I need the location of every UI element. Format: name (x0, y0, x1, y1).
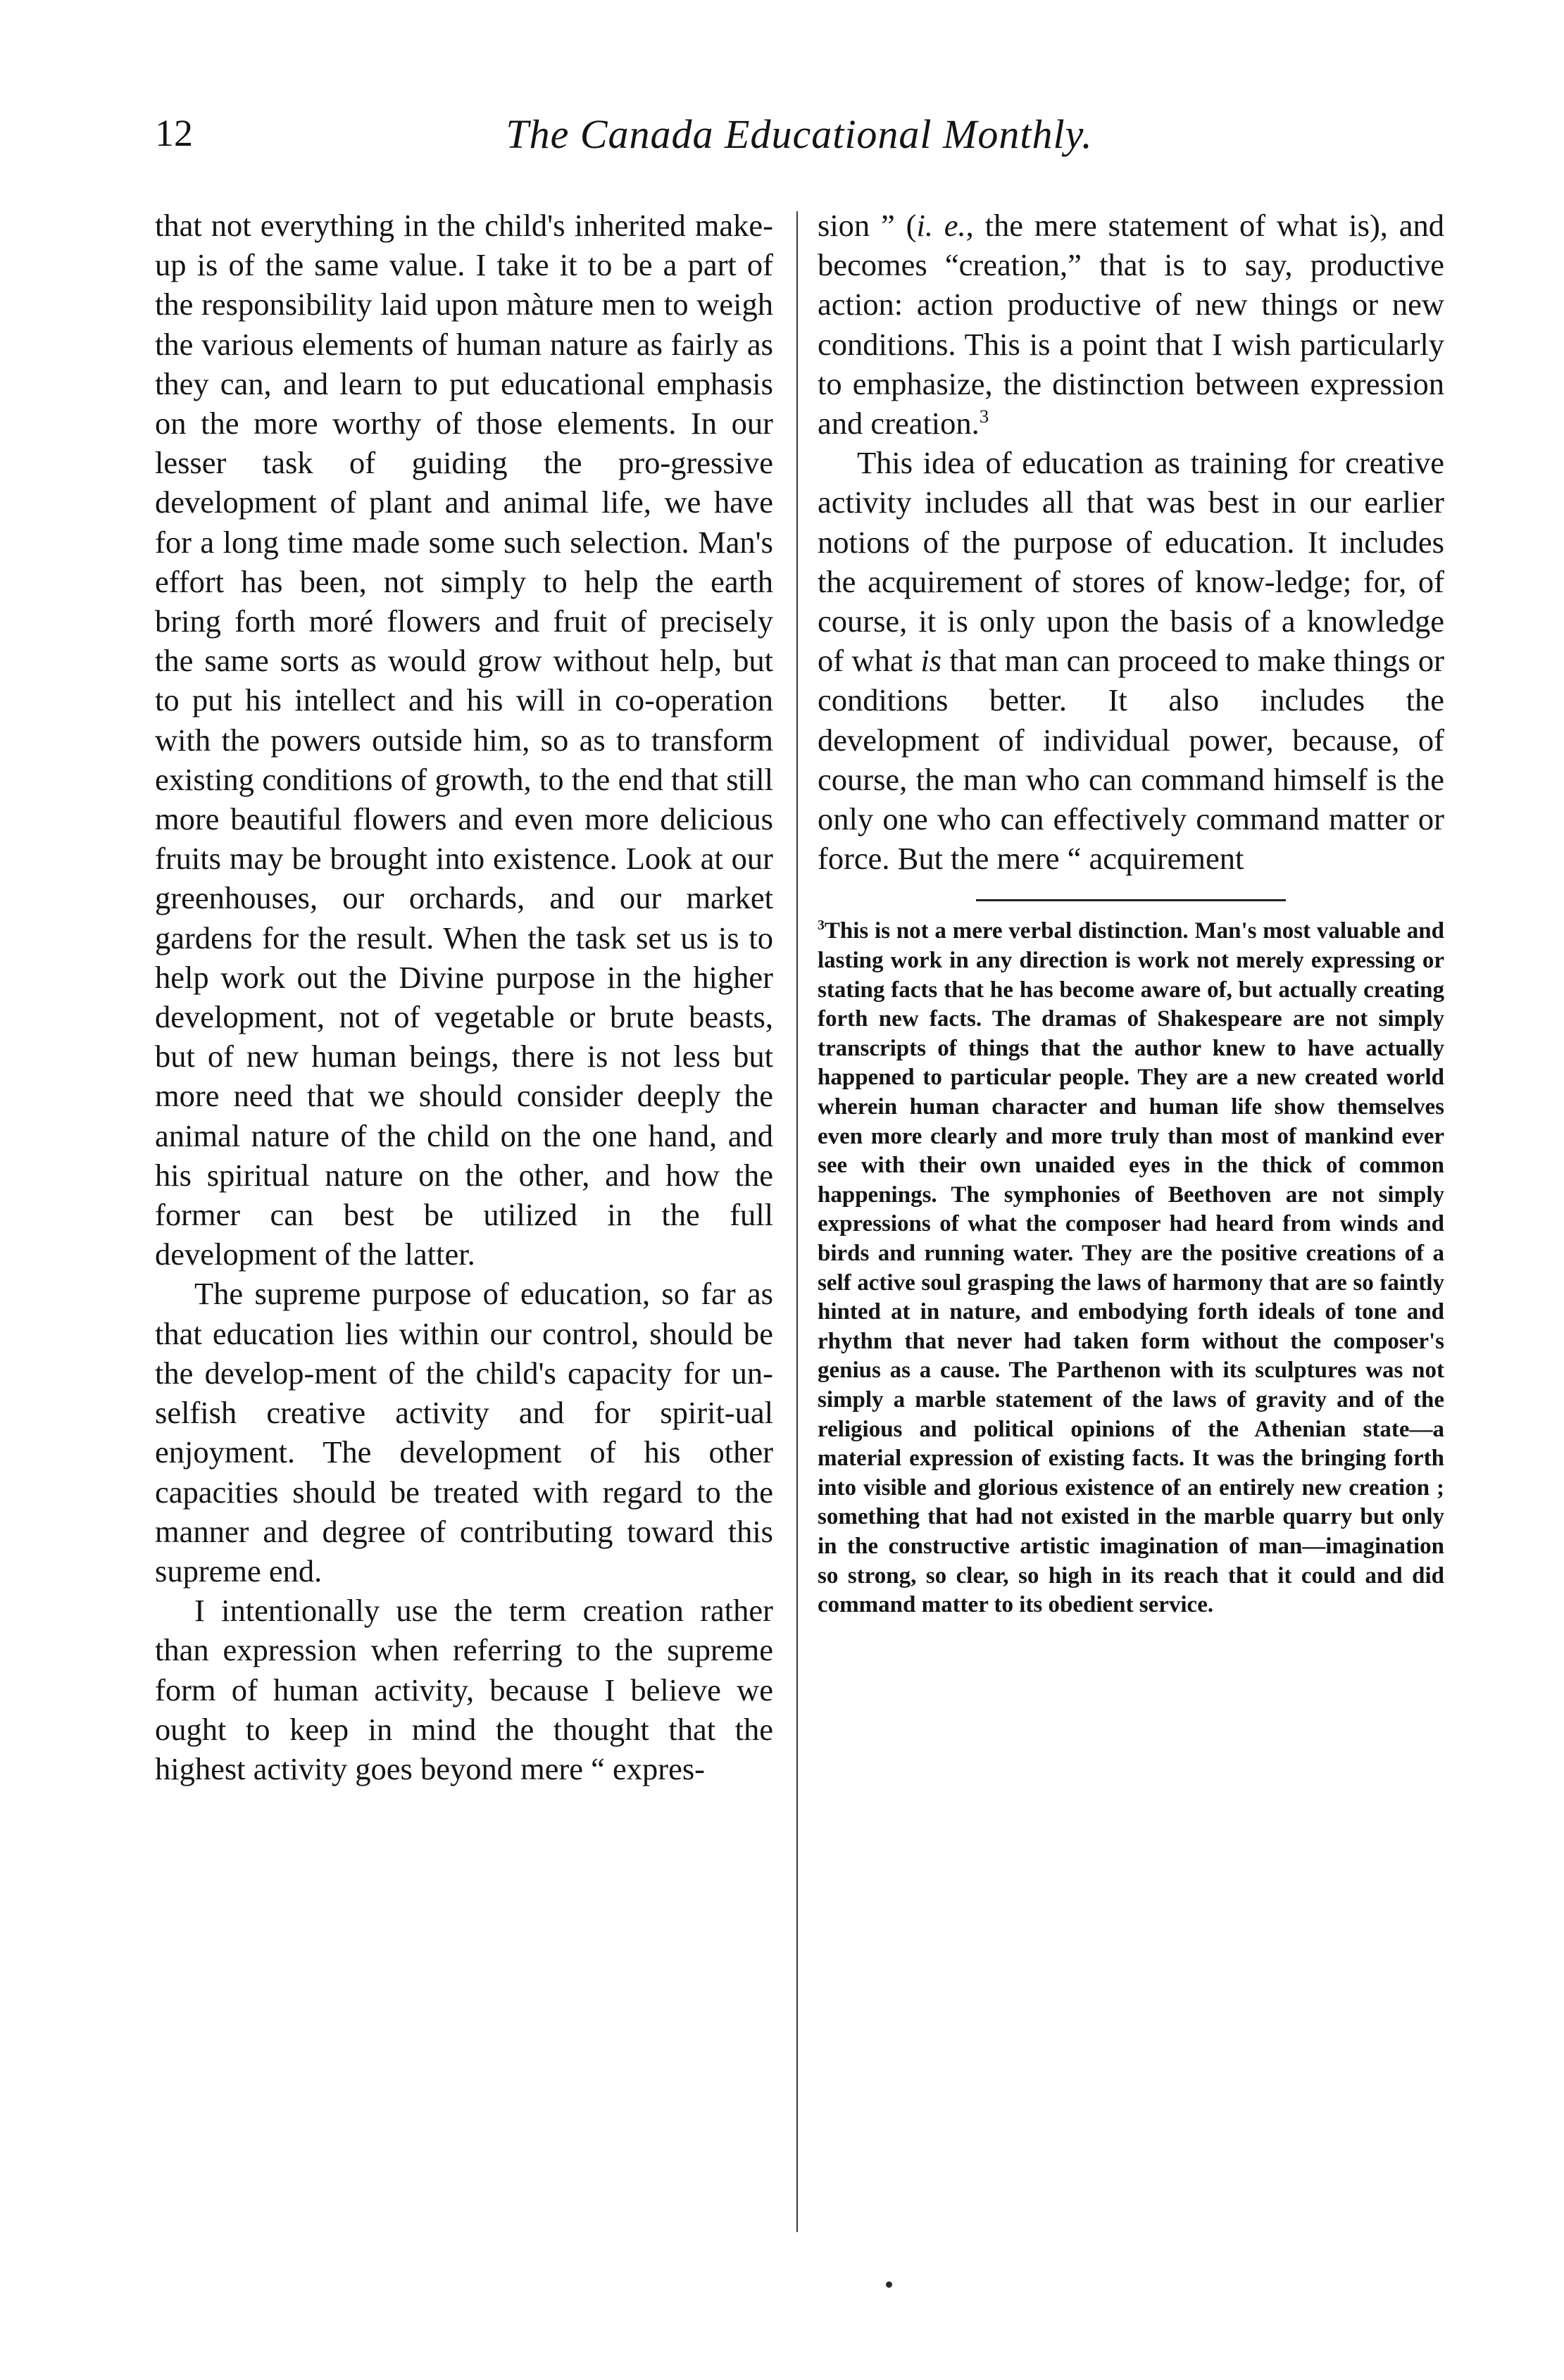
printer-dot (886, 2281, 892, 2288)
journal-title: The Canada Educational Monthly. (506, 111, 1093, 157)
running-head (155, 111, 1444, 177)
paragraph-creation-term: I intentionally use the term creation rather than expression when referring to the supreme form of human activity, because I believe we ought to keep in mind the thought that the highest activity goes beyond mere “ expres- (155, 1593, 773, 1786)
italic-ie: i. e. (916, 208, 966, 243)
footnote-text: This is not a mere verbal distinction. Man's most valuable and lasting work in any direction is work not merely expressing or stating facts that he has become aware of, but actually creating forth new facts. The dramas of Shakespeare are not simply transcripts of things that the author knew to have actually happened to particular people. They are a new created world wherein human character and human life show themselves even more clearly and more truly than most of mankind ever see with their own unaided eyes in the thick of common happenings. The symphonies of Beethoven are not simply expressions of what the composer had heard from winds and birds and running water. They are the positive creations of a self active soul grasping the laws of harmony that are so faintly hinted at in nature, and embodying forth ideals of tone and rhythm that never had taken form without the composer's genius as a cause. The Parthenon with its sculptures was not simply a marble statement of the laws of gravity and of the religious and political opinions of the Athenian state—a material expression of existing facts. It was the bringing forth into visible and glorious existence of an entirely new creation ; something that had not existed in the marble quarry but only in the constructive artistic imagination of man—imagination so strong, so clear, so high in its reach that it could and did command matter to its obedient service. (818, 918, 1444, 1618)
paragraph-supreme-purpose: The supreme purpose of education, so far as that education lies within our control, should be the develop-ment of the child's capacity for un-selfish creative activity and for spirit-ual enjoyment. The development of his other capacities should be treated with regard to the manner and degree of contributing toward this supreme end. (155, 1276, 773, 1589)
text-segment: sion ” ( (818, 208, 917, 243)
left-column (155, 206, 773, 1789)
page-number: 12 (155, 112, 193, 154)
footnote-reference: 3 (979, 406, 989, 427)
footnote-marker: 3 (818, 917, 825, 934)
column-divider (796, 211, 798, 2232)
paragraph-creative-activity (818, 443, 1444, 878)
text-segment: This idea of education as training for creative activity includes all that was best in our earlier notions of the purpose of education. It includes the acquirement of stores of know-ledge; for, of course, it is only upon the basis of a knowledge of what (818, 445, 1444, 679)
paragraph-continued: that not everything in the child's inherited make-up is of the same value. I take it to be a part of the responsibility laid upon màture men to weigh the various elements of human nature as fairly as they can, and learn to put educational emphasis on the more worthy of those elements. In our lesser task of guiding the pro-gressive development of plant and animal life, we have for a long time made some such selection. Man's effort has been, not simply to help the earth bring forth moré flowers and fruit of precisely the same sorts as would grow without help, but to put his intellect and his will in co-operation with the powers outside him, so as to transform existing conditions of growth, to the end that still more beautiful flowers and even more delicious fruits may be brought into existence. Look at our greenhouses, our orchards, and our market gardens for the result. When the task set us is to help work out the Divine purpose in the higher development, not of vegetable or brute beasts, but of new human beings, there is not less but more need that we should consider deeply the animal nature of the child on the one hand, and his spiritual nature on the other, and how the former can best be utilized in the full development of the latter. (155, 208, 773, 1272)
text-segment: , the mere statement of what is), and becomes “creation,” that is to say, productive action: action productive of new things or new conditions. This is a point that I wish particularly to emphasize, the distinction between expression and creation. (818, 208, 1444, 441)
paragraph-expression-continued (818, 206, 1444, 443)
footnote (818, 917, 1444, 1620)
italic-is: is (920, 643, 942, 679)
right-column (818, 206, 1444, 1620)
text-segment: that man can proceed to make things or conditions better. It also includes the development of individual power, because, of course, the man who can command himself is the only one who can effectively command matter or force. But the mere “ acquirement (818, 643, 1444, 877)
footnote-rule (976, 899, 1286, 901)
